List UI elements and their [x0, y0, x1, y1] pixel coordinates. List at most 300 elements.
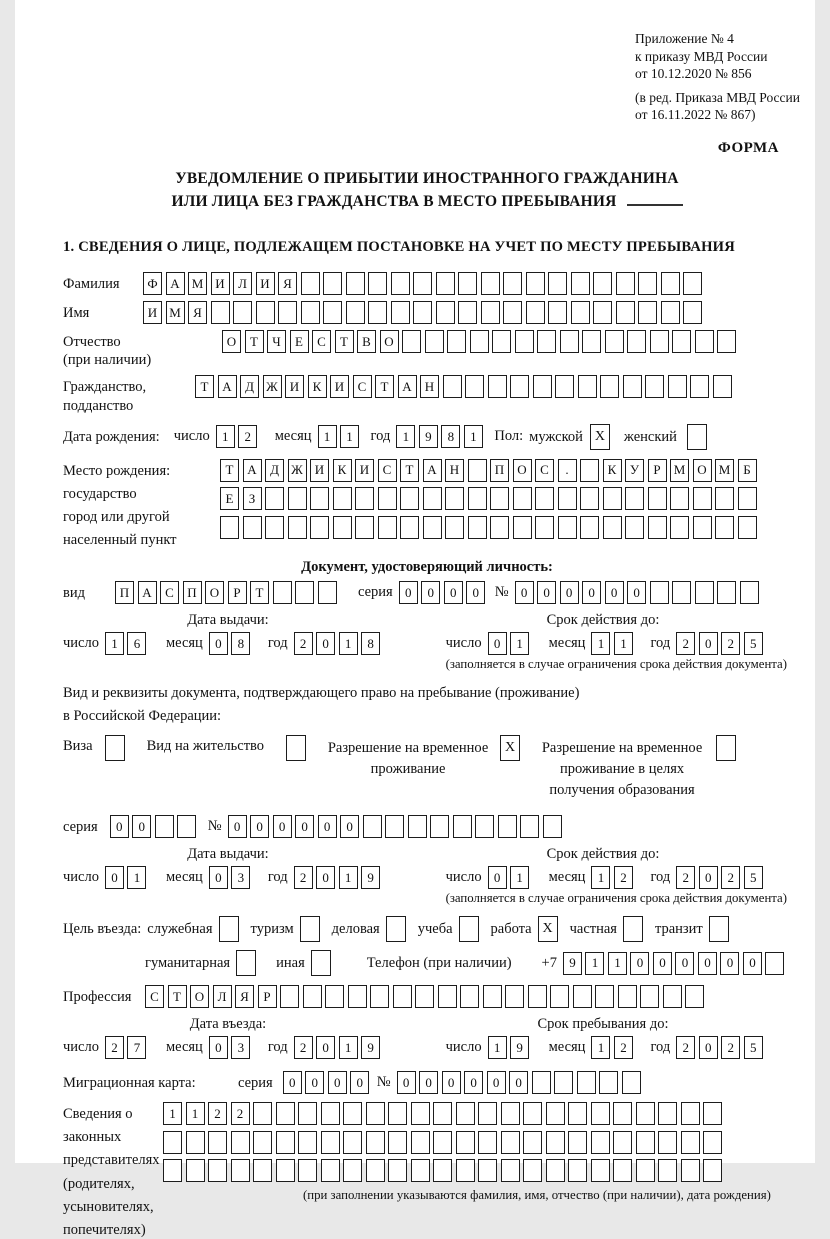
char-cell[interactable] [453, 815, 472, 838]
char-cell[interactable] [543, 815, 562, 838]
char-cell[interactable] [343, 1131, 362, 1154]
birth-place-row2[interactable] [220, 487, 760, 510]
residence-number-input[interactable] [228, 815, 566, 838]
doc-valid-month[interactable] [591, 632, 636, 655]
char-cell[interactable] [638, 272, 657, 295]
char-cell[interactable]: 1 [614, 632, 633, 655]
char-cell[interactable]: 0 [488, 866, 507, 889]
char-cell[interactable]: 0 [228, 815, 247, 838]
char-cell[interactable]: А [398, 375, 417, 398]
residence-seriya-input[interactable] [110, 815, 200, 838]
entry-month[interactable] [209, 1036, 254, 1059]
char-cell[interactable] [693, 487, 712, 510]
char-cell[interactable] [425, 330, 444, 353]
char-cell[interactable] [456, 1102, 475, 1125]
checkbox-cell[interactable] [286, 735, 306, 761]
char-cell[interactable]: 0 [627, 581, 646, 604]
residence-valid-month[interactable] [591, 866, 636, 889]
char-cell[interactable] [298, 1131, 317, 1154]
char-cell[interactable] [554, 1071, 573, 1094]
char-cell[interactable]: М [166, 301, 185, 324]
char-cell[interactable] [470, 330, 489, 353]
char-cell[interactable]: 0 [283, 1071, 302, 1094]
char-cell[interactable] [186, 1159, 205, 1182]
char-cell[interactable] [423, 487, 442, 510]
purpose-other-checkbox[interactable] [311, 950, 351, 976]
char-cell[interactable]: 0 [488, 632, 507, 655]
char-cell[interactable] [366, 1102, 385, 1125]
char-cell[interactable] [648, 516, 667, 539]
purpose-transit-checkbox[interactable] [709, 916, 741, 942]
char-cell[interactable] [253, 1159, 272, 1182]
char-cell[interactable]: 8 [361, 632, 380, 655]
char-cell[interactable] [443, 375, 462, 398]
char-cell[interactable] [690, 375, 709, 398]
name-input[interactable] [143, 301, 706, 324]
char-cell[interactable] [627, 330, 646, 353]
char-cell[interactable]: 2 [721, 866, 740, 889]
char-cell[interactable] [591, 1131, 610, 1154]
char-cell[interactable]: А [138, 581, 157, 604]
char-cell[interactable]: 0 [630, 952, 649, 975]
char-cell[interactable] [295, 581, 314, 604]
char-cell[interactable] [368, 272, 387, 295]
char-cell[interactable] [740, 581, 759, 604]
char-cell[interactable]: С [535, 459, 554, 482]
char-cell[interactable] [400, 487, 419, 510]
char-cell[interactable] [301, 272, 320, 295]
char-cell[interactable] [625, 487, 644, 510]
char-cell[interactable] [276, 1159, 295, 1182]
char-cell[interactable] [618, 985, 637, 1008]
char-cell[interactable] [546, 1131, 565, 1154]
stay-year[interactable] [676, 1036, 766, 1059]
doc-valid-day[interactable] [488, 632, 533, 655]
char-cell[interactable] [580, 459, 599, 482]
char-cell[interactable]: Т [335, 330, 354, 353]
char-cell[interactable] [528, 985, 547, 1008]
char-cell[interactable] [580, 516, 599, 539]
char-cell[interactable]: 0 [273, 815, 292, 838]
char-cell[interactable] [591, 1159, 610, 1182]
char-cell[interactable] [573, 985, 592, 1008]
char-cell[interactable]: 3 [231, 866, 250, 889]
birth-day-input[interactable] [216, 425, 261, 448]
char-cell[interactable]: 2 [294, 632, 313, 655]
char-cell[interactable]: И [256, 272, 275, 295]
char-cell[interactable]: 0 [699, 632, 718, 655]
char-cell[interactable] [492, 330, 511, 353]
char-cell[interactable] [475, 815, 494, 838]
char-cell[interactable] [501, 1102, 520, 1125]
char-cell[interactable]: 8 [441, 425, 460, 448]
birth-place-row1[interactable] [220, 459, 760, 482]
char-cell[interactable]: 0 [442, 1071, 461, 1094]
char-cell[interactable] [648, 487, 667, 510]
char-cell[interactable]: И [310, 459, 329, 482]
char-cell[interactable] [523, 1131, 542, 1154]
char-cell[interactable]: И [330, 375, 349, 398]
char-cell[interactable]: Б [738, 459, 757, 482]
char-cell[interactable] [346, 272, 365, 295]
char-cell[interactable] [765, 952, 784, 975]
char-cell[interactable] [658, 1159, 677, 1182]
char-cell[interactable]: М [188, 272, 207, 295]
char-cell[interactable] [423, 516, 442, 539]
char-cell[interactable]: 0 [316, 1036, 335, 1059]
char-cell[interactable] [343, 1159, 362, 1182]
char-cell[interactable] [548, 272, 567, 295]
char-cell[interactable] [571, 272, 590, 295]
char-cell[interactable]: У [625, 459, 644, 482]
char-cell[interactable] [681, 1131, 700, 1154]
char-cell[interactable] [366, 1159, 385, 1182]
char-cell[interactable] [436, 301, 455, 324]
char-cell[interactable]: 1 [585, 952, 604, 975]
char-cell[interactable] [413, 301, 432, 324]
char-cell[interactable] [478, 1131, 497, 1154]
char-cell[interactable] [363, 815, 382, 838]
char-cell[interactable]: 1 [339, 632, 358, 655]
char-cell[interactable] [163, 1131, 182, 1154]
char-cell[interactable] [622, 1071, 641, 1094]
char-cell[interactable]: 0 [209, 632, 228, 655]
char-cell[interactable]: 5 [744, 1036, 763, 1059]
char-cell[interactable] [501, 1131, 520, 1154]
char-cell[interactable] [208, 1159, 227, 1182]
char-cell[interactable] [298, 1102, 317, 1125]
sex-male-checkbox[interactable] [590, 424, 610, 450]
char-cell[interactable]: 0 [316, 866, 335, 889]
purpose-study-checkbox[interactable] [459, 916, 491, 942]
char-cell[interactable] [155, 815, 174, 838]
char-cell[interactable] [445, 516, 464, 539]
char-cell[interactable] [378, 487, 397, 510]
char-cell[interactable] [318, 581, 337, 604]
char-cell[interactable]: 0 [560, 581, 579, 604]
char-cell[interactable]: П [115, 581, 134, 604]
char-cell[interactable]: 1 [510, 866, 529, 889]
char-cell[interactable] [520, 815, 539, 838]
purpose-official-checkbox[interactable] [219, 916, 251, 942]
char-cell[interactable]: Ф [143, 272, 162, 295]
char-cell[interactable]: Р [258, 985, 277, 1008]
char-cell[interactable]: Т [250, 581, 269, 604]
char-cell[interactable] [323, 272, 342, 295]
char-cell[interactable] [503, 272, 522, 295]
char-cell[interactable]: Я [188, 301, 207, 324]
option-visa-checkbox[interactable] [97, 735, 125, 761]
char-cell[interactable]: С [353, 375, 372, 398]
char-cell[interactable] [658, 1131, 677, 1154]
char-cell[interactable] [661, 301, 680, 324]
char-cell[interactable]: 1 [127, 866, 146, 889]
residence-issue-month[interactable] [209, 866, 254, 889]
char-cell[interactable] [661, 272, 680, 295]
char-cell[interactable]: 0 [209, 1036, 228, 1059]
char-cell[interactable]: К [333, 459, 352, 482]
char-cell[interactable]: 1 [591, 632, 610, 655]
char-cell[interactable]: 0 [350, 1071, 369, 1094]
char-cell[interactable]: В [357, 330, 376, 353]
char-cell[interactable] [438, 985, 457, 1008]
char-cell[interactable] [265, 516, 284, 539]
char-cell[interactable]: Я [235, 985, 254, 1008]
char-cell[interactable] [355, 487, 374, 510]
char-cell[interactable] [256, 301, 275, 324]
char-cell[interactable] [388, 1102, 407, 1125]
char-cell[interactable] [715, 516, 734, 539]
option-residence-permit-checkbox[interactable] [278, 735, 306, 761]
option-temp-residence-education-checkbox[interactable] [708, 735, 736, 761]
char-cell[interactable] [343, 1102, 362, 1125]
char-cell[interactable]: О [380, 330, 399, 353]
char-cell[interactable] [445, 487, 464, 510]
char-cell[interactable] [546, 1102, 565, 1125]
char-cell[interactable]: Ж [288, 459, 307, 482]
char-cell[interactable] [537, 330, 556, 353]
char-cell[interactable]: С [160, 581, 179, 604]
char-cell[interactable]: Р [228, 581, 247, 604]
checkbox-cell[interactable] [236, 950, 256, 976]
char-cell[interactable]: 0 [487, 1071, 506, 1094]
char-cell[interactable] [636, 1131, 655, 1154]
char-cell[interactable] [220, 516, 239, 539]
representatives-row1[interactable] [163, 1102, 771, 1125]
char-cell[interactable] [368, 301, 387, 324]
char-cell[interactable] [738, 487, 757, 510]
char-cell[interactable]: 0 [720, 952, 739, 975]
char-cell[interactable] [325, 985, 344, 1008]
char-cell[interactable] [546, 1159, 565, 1182]
char-cell[interactable] [310, 487, 329, 510]
char-cell[interactable] [278, 301, 297, 324]
char-cell[interactable]: 0 [419, 1071, 438, 1094]
char-cell[interactable]: Ч [267, 330, 286, 353]
char-cell[interactable] [391, 272, 410, 295]
char-cell[interactable] [411, 1131, 430, 1154]
char-cell[interactable] [526, 301, 545, 324]
char-cell[interactable] [321, 1102, 340, 1125]
char-cell[interactable] [695, 330, 714, 353]
char-cell[interactable]: 9 [510, 1036, 529, 1059]
residence-valid-year[interactable] [676, 866, 766, 889]
migration-number-input[interactable] [397, 1071, 645, 1094]
char-cell[interactable] [481, 301, 500, 324]
char-cell[interactable] [683, 301, 702, 324]
char-cell[interactable] [436, 272, 455, 295]
char-cell[interactable]: 2 [208, 1102, 227, 1125]
char-cell[interactable]: 1 [608, 952, 627, 975]
char-cell[interactable] [685, 985, 704, 1008]
char-cell[interactable] [548, 301, 567, 324]
char-cell[interactable] [321, 1159, 340, 1182]
char-cell[interactable] [465, 375, 484, 398]
char-cell[interactable]: И [211, 272, 230, 295]
char-cell[interactable]: А [243, 459, 262, 482]
char-cell[interactable] [456, 1159, 475, 1182]
representatives-row2[interactable] [163, 1131, 771, 1154]
char-cell[interactable] [186, 1131, 205, 1154]
char-cell[interactable]: Е [290, 330, 309, 353]
char-cell[interactable] [177, 815, 196, 838]
char-cell[interactable] [411, 1102, 430, 1125]
char-cell[interactable] [253, 1102, 272, 1125]
char-cell[interactable] [433, 1102, 452, 1125]
char-cell[interactable]: 2 [676, 866, 695, 889]
char-cell[interactable]: 1 [186, 1102, 205, 1125]
char-cell[interactable]: . [558, 459, 577, 482]
phone-input[interactable] [563, 952, 788, 975]
residence-valid-day[interactable] [488, 866, 533, 889]
char-cell[interactable] [233, 301, 252, 324]
char-cell[interactable]: Т [375, 375, 394, 398]
char-cell[interactable] [533, 375, 552, 398]
char-cell[interactable]: 0 [397, 1071, 416, 1094]
char-cell[interactable]: М [715, 459, 734, 482]
char-cell[interactable] [513, 516, 532, 539]
char-cell[interactable] [276, 1131, 295, 1154]
char-cell[interactable] [333, 487, 352, 510]
char-cell[interactable] [568, 1131, 587, 1154]
char-cell[interactable] [713, 375, 732, 398]
char-cell[interactable] [310, 516, 329, 539]
char-cell[interactable] [458, 301, 477, 324]
char-cell[interactable] [703, 1159, 722, 1182]
char-cell[interactable]: А [423, 459, 442, 482]
char-cell[interactable] [388, 1131, 407, 1154]
checkbox-cell[interactable] [386, 916, 406, 942]
char-cell[interactable]: 0 [105, 866, 124, 889]
entry-year[interactable] [294, 1036, 384, 1059]
char-cell[interactable] [600, 375, 619, 398]
char-cell[interactable] [650, 581, 669, 604]
char-cell[interactable] [301, 301, 320, 324]
char-cell[interactable] [523, 1102, 542, 1125]
char-cell[interactable] [378, 516, 397, 539]
char-cell[interactable]: 1 [591, 866, 610, 889]
char-cell[interactable]: Т [400, 459, 419, 482]
char-cell[interactable]: 0 [316, 632, 335, 655]
char-cell[interactable] [510, 375, 529, 398]
char-cell[interactable] [591, 1102, 610, 1125]
char-cell[interactable] [636, 1102, 655, 1125]
char-cell[interactable] [636, 1159, 655, 1182]
char-cell[interactable] [346, 301, 365, 324]
char-cell[interactable] [582, 330, 601, 353]
representatives-row3[interactable] [163, 1159, 771, 1182]
char-cell[interactable] [613, 1102, 632, 1125]
char-cell[interactable]: О [190, 985, 209, 1008]
char-cell[interactable] [578, 375, 597, 398]
char-cell[interactable] [555, 375, 574, 398]
char-cell[interactable] [535, 487, 554, 510]
char-cell[interactable]: 3 [231, 1036, 250, 1059]
char-cell[interactable] [613, 1159, 632, 1182]
char-cell[interactable] [288, 516, 307, 539]
char-cell[interactable]: 1 [216, 425, 235, 448]
char-cell[interactable]: 0 [605, 581, 624, 604]
char-cell[interactable] [323, 301, 342, 324]
stay-day[interactable] [488, 1036, 533, 1059]
char-cell[interactable] [415, 985, 434, 1008]
char-cell[interactable] [393, 985, 412, 1008]
char-cell[interactable] [568, 1159, 587, 1182]
char-cell[interactable] [478, 1102, 497, 1125]
char-cell[interactable]: 2 [721, 1036, 740, 1059]
char-cell[interactable]: 2 [614, 1036, 633, 1059]
char-cell[interactable]: 0 [698, 952, 717, 975]
char-cell[interactable] [599, 1071, 618, 1094]
char-cell[interactable]: О [222, 330, 241, 353]
char-cell[interactable] [433, 1131, 452, 1154]
checkbox-cell[interactable] [219, 916, 239, 942]
char-cell[interactable]: И [285, 375, 304, 398]
char-cell[interactable]: А [166, 272, 185, 295]
char-cell[interactable]: 6 [127, 632, 146, 655]
birth-month-input[interactable] [318, 425, 363, 448]
char-cell[interactable] [211, 301, 230, 324]
char-cell[interactable]: С [378, 459, 397, 482]
char-cell[interactable]: 0 [537, 581, 556, 604]
char-cell[interactable] [738, 516, 757, 539]
doc-issue-month[interactable] [209, 632, 254, 655]
char-cell[interactable] [478, 1159, 497, 1182]
char-cell[interactable] [703, 1131, 722, 1154]
checkbox-cell[interactable] [105, 735, 125, 761]
stay-month[interactable] [591, 1036, 636, 1059]
char-cell[interactable]: 0 [421, 581, 440, 604]
char-cell[interactable] [603, 487, 622, 510]
char-cell[interactable] [468, 487, 487, 510]
char-cell[interactable] [321, 1131, 340, 1154]
surname-input[interactable] [143, 272, 706, 295]
char-cell[interactable]: П [490, 459, 509, 482]
char-cell[interactable]: Р [648, 459, 667, 482]
char-cell[interactable] [498, 815, 517, 838]
checkbox-cell[interactable] [687, 424, 707, 450]
char-cell[interactable]: З [243, 487, 262, 510]
char-cell[interactable]: О [693, 459, 712, 482]
char-cell[interactable] [568, 1102, 587, 1125]
char-cell[interactable]: 1 [464, 425, 483, 448]
char-cell[interactable] [513, 487, 532, 510]
purpose-humanitarian-checkbox[interactable] [236, 950, 276, 976]
char-cell[interactable] [388, 1159, 407, 1182]
char-cell[interactable]: 0 [340, 815, 359, 838]
char-cell[interactable] [447, 330, 466, 353]
char-cell[interactable]: 2 [676, 1036, 695, 1059]
char-cell[interactable]: 0 [328, 1071, 347, 1094]
char-cell[interactable]: И [355, 459, 374, 482]
char-cell[interactable] [402, 330, 421, 353]
char-cell[interactable]: К [308, 375, 327, 398]
char-cell[interactable]: 2 [614, 866, 633, 889]
char-cell[interactable] [703, 1102, 722, 1125]
char-cell[interactable]: О [513, 459, 532, 482]
char-cell[interactable]: 2 [294, 866, 313, 889]
char-cell[interactable] [348, 985, 367, 1008]
char-cell[interactable]: 0 [464, 1071, 483, 1094]
char-cell[interactable]: 0 [743, 952, 762, 975]
char-cell[interactable]: С [145, 985, 164, 1008]
char-cell[interactable] [605, 330, 624, 353]
char-cell[interactable]: 0 [132, 815, 151, 838]
char-cell[interactable]: Д [265, 459, 284, 482]
char-cell[interactable]: 0 [653, 952, 672, 975]
char-cell[interactable] [458, 272, 477, 295]
char-cell[interactable]: 2 [238, 425, 257, 448]
